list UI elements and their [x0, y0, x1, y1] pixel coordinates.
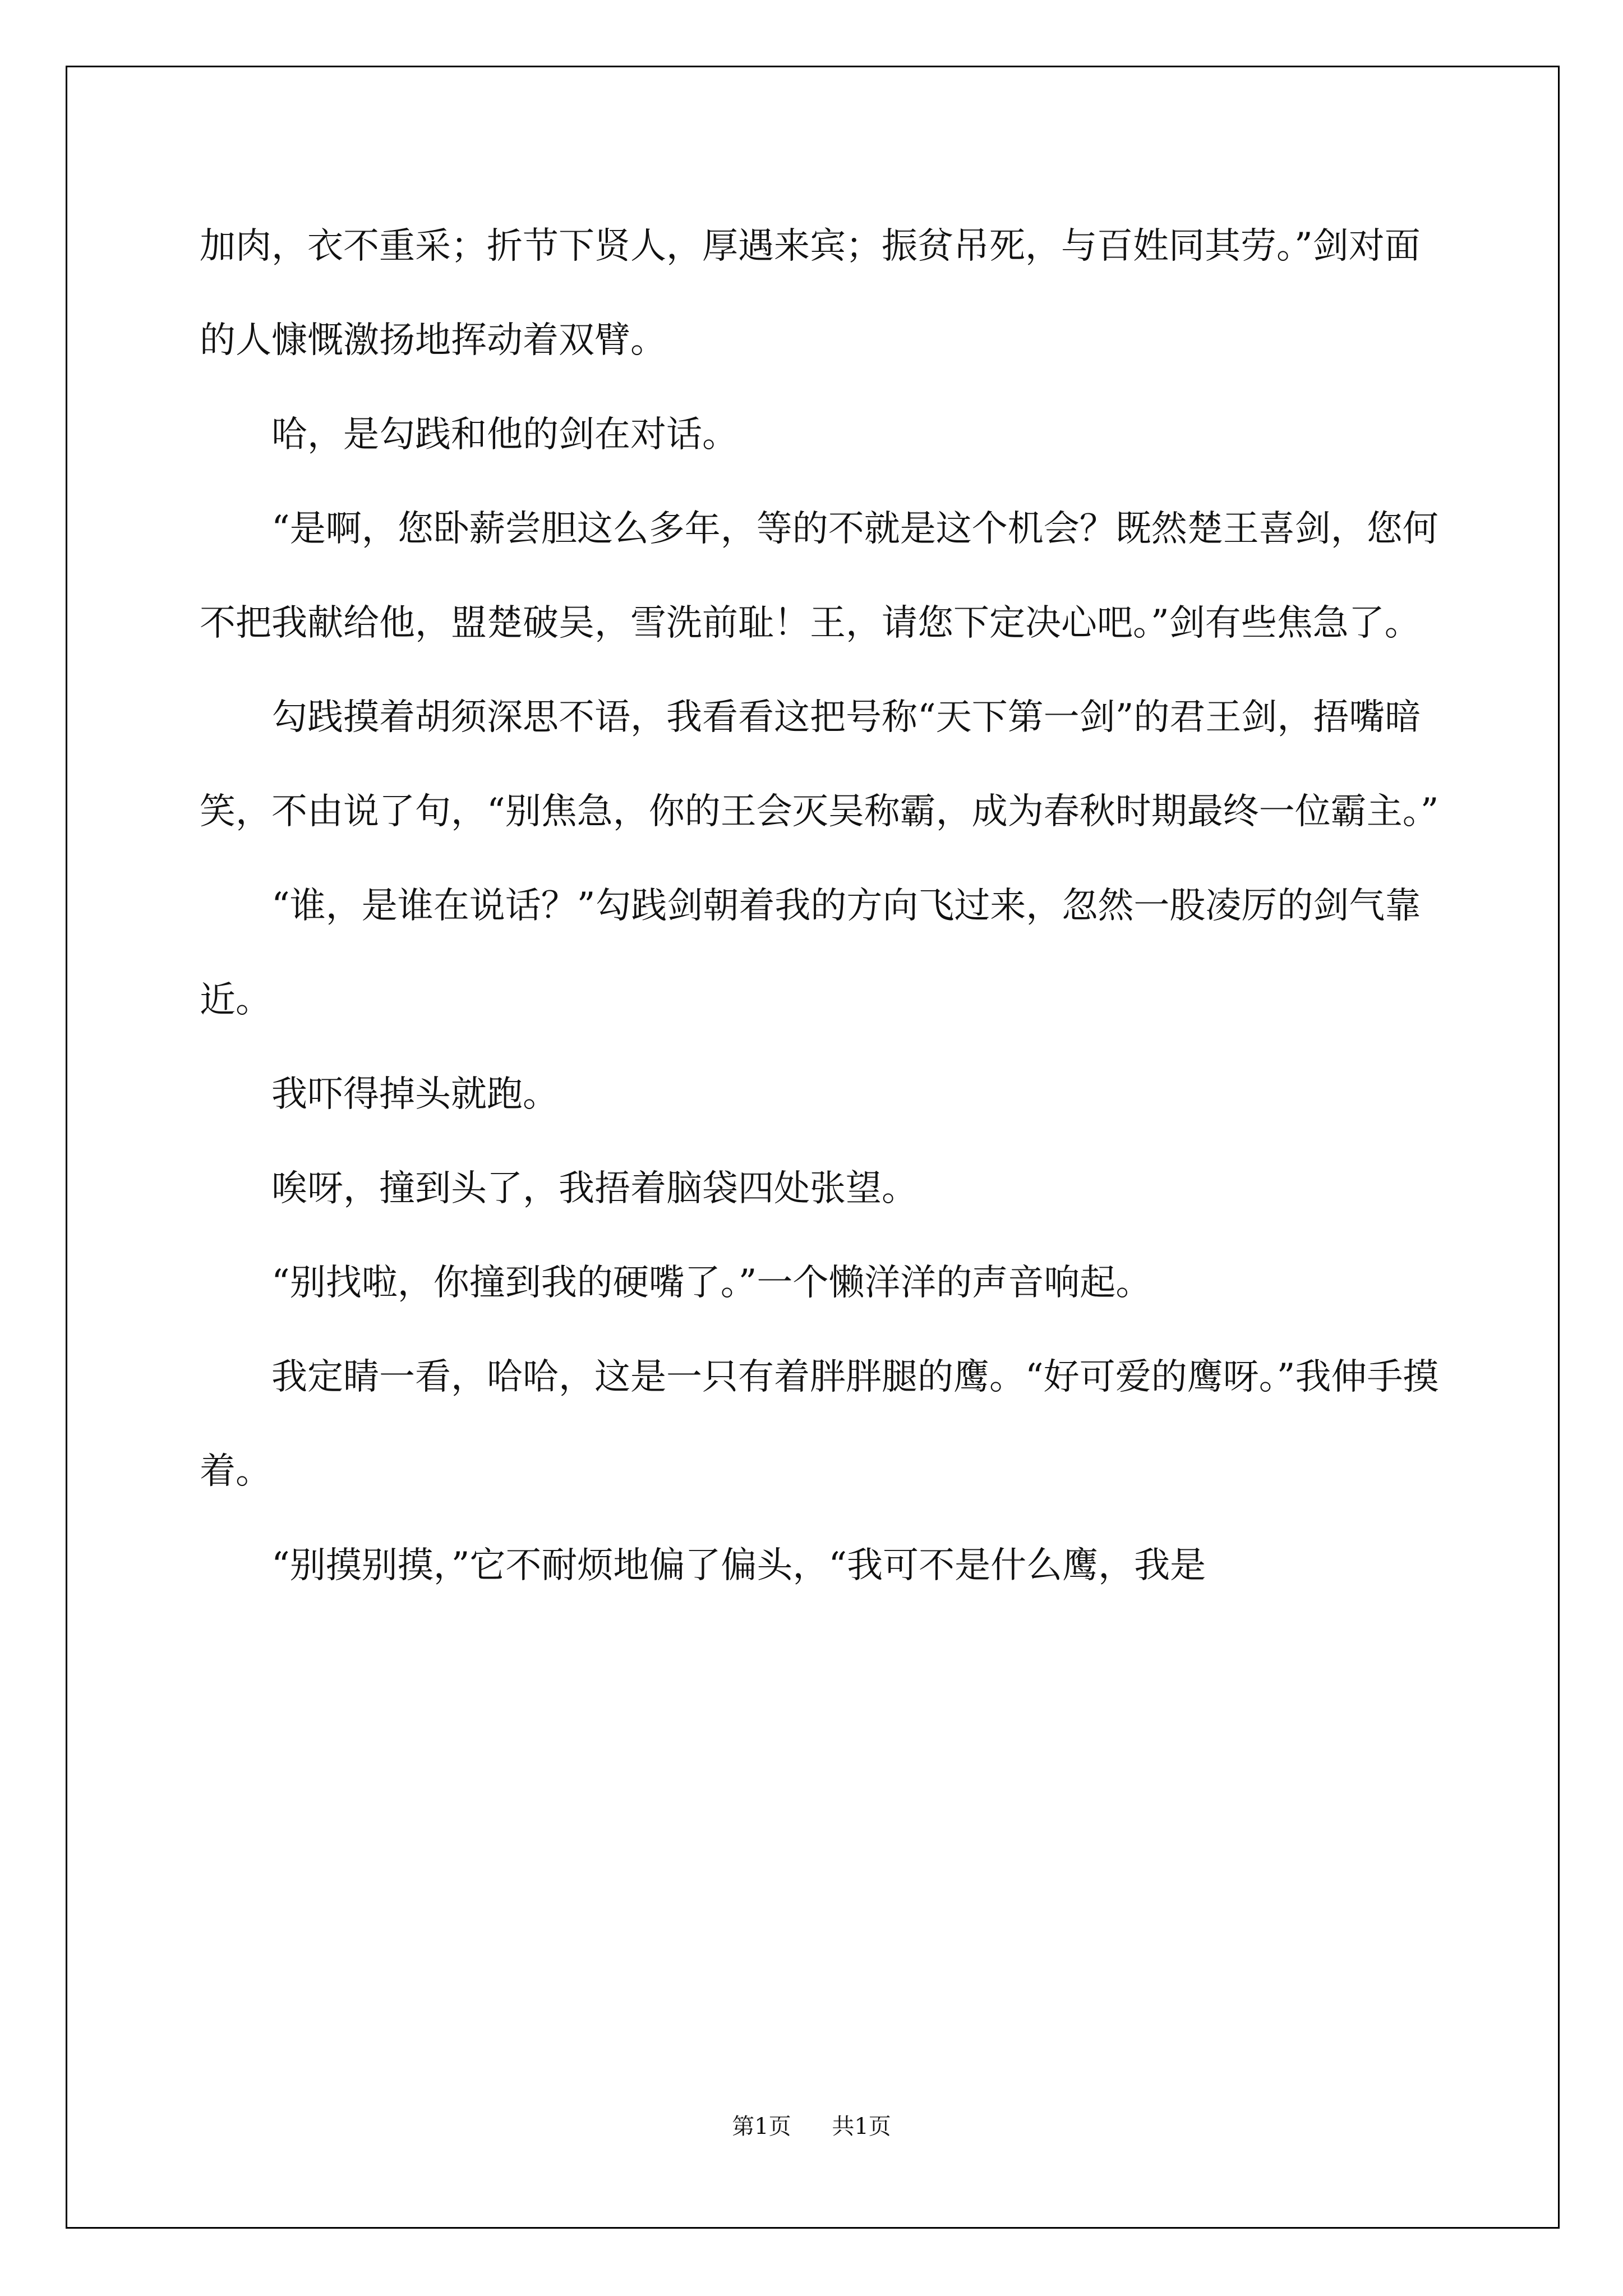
paragraph: 我定睛一看，哈哈，这是一只有着胖胖腿的鹰。“好可爱的鹰呀。”我伸手摸着。: [200, 1356, 1439, 1492]
page-total: 共1页: [832, 2114, 891, 2139]
paragraph: 加肉，衣不重采；折节下贤人，厚遇来宾；振贫吊死，与百姓同其劳。”剑对面的人慷慨激扬地挥动着双臂。: [200, 226, 1421, 361]
paragraph: “谁，是谁在说话？”勾践剑朝着我的方向飞过来，忽然一股凌厉的剑气靠近。: [200, 885, 1421, 1021]
paragraph: 我吓得掉头就跑。: [271, 1074, 559, 1115]
page-number: 第1页: [732, 2114, 791, 2139]
paragraph: “是啊，您卧薪尝胆这么多年，等的不就是这个机会？既然楚王喜剑，您何不把我献给他，盟楚破吴，雪洗前耻！王，请您下定决心吧。”剑有些焦急了。: [200, 508, 1438, 644]
paragraph: 哈，是勾践和他的剑在对话。: [271, 414, 738, 455]
page-footer: [0, 2113, 1623, 2141]
paragraph: “别找啦，你撞到我的硬嘴了。”一个懒洋洋的声音响起。: [271, 1262, 1152, 1304]
paragraph: 勾践摸着胡须深思不语，我看看这把号称“天下第一剑”的君王剑，捂嘴暗笑，不由说了句，“别焦急，你的王会灭吴称霸，成为春秋时期最终一位霸主。”: [200, 697, 1439, 832]
paragraph: “别摸别摸，”它不耐烦地偏了偏头，“我可不是什么鹰，我是: [271, 1545, 1206, 1586]
document-body: [200, 199, 1439, 1613]
paragraph: 唉呀，撞到头了，我捂着脑袋四处张望。: [271, 1168, 917, 1209]
